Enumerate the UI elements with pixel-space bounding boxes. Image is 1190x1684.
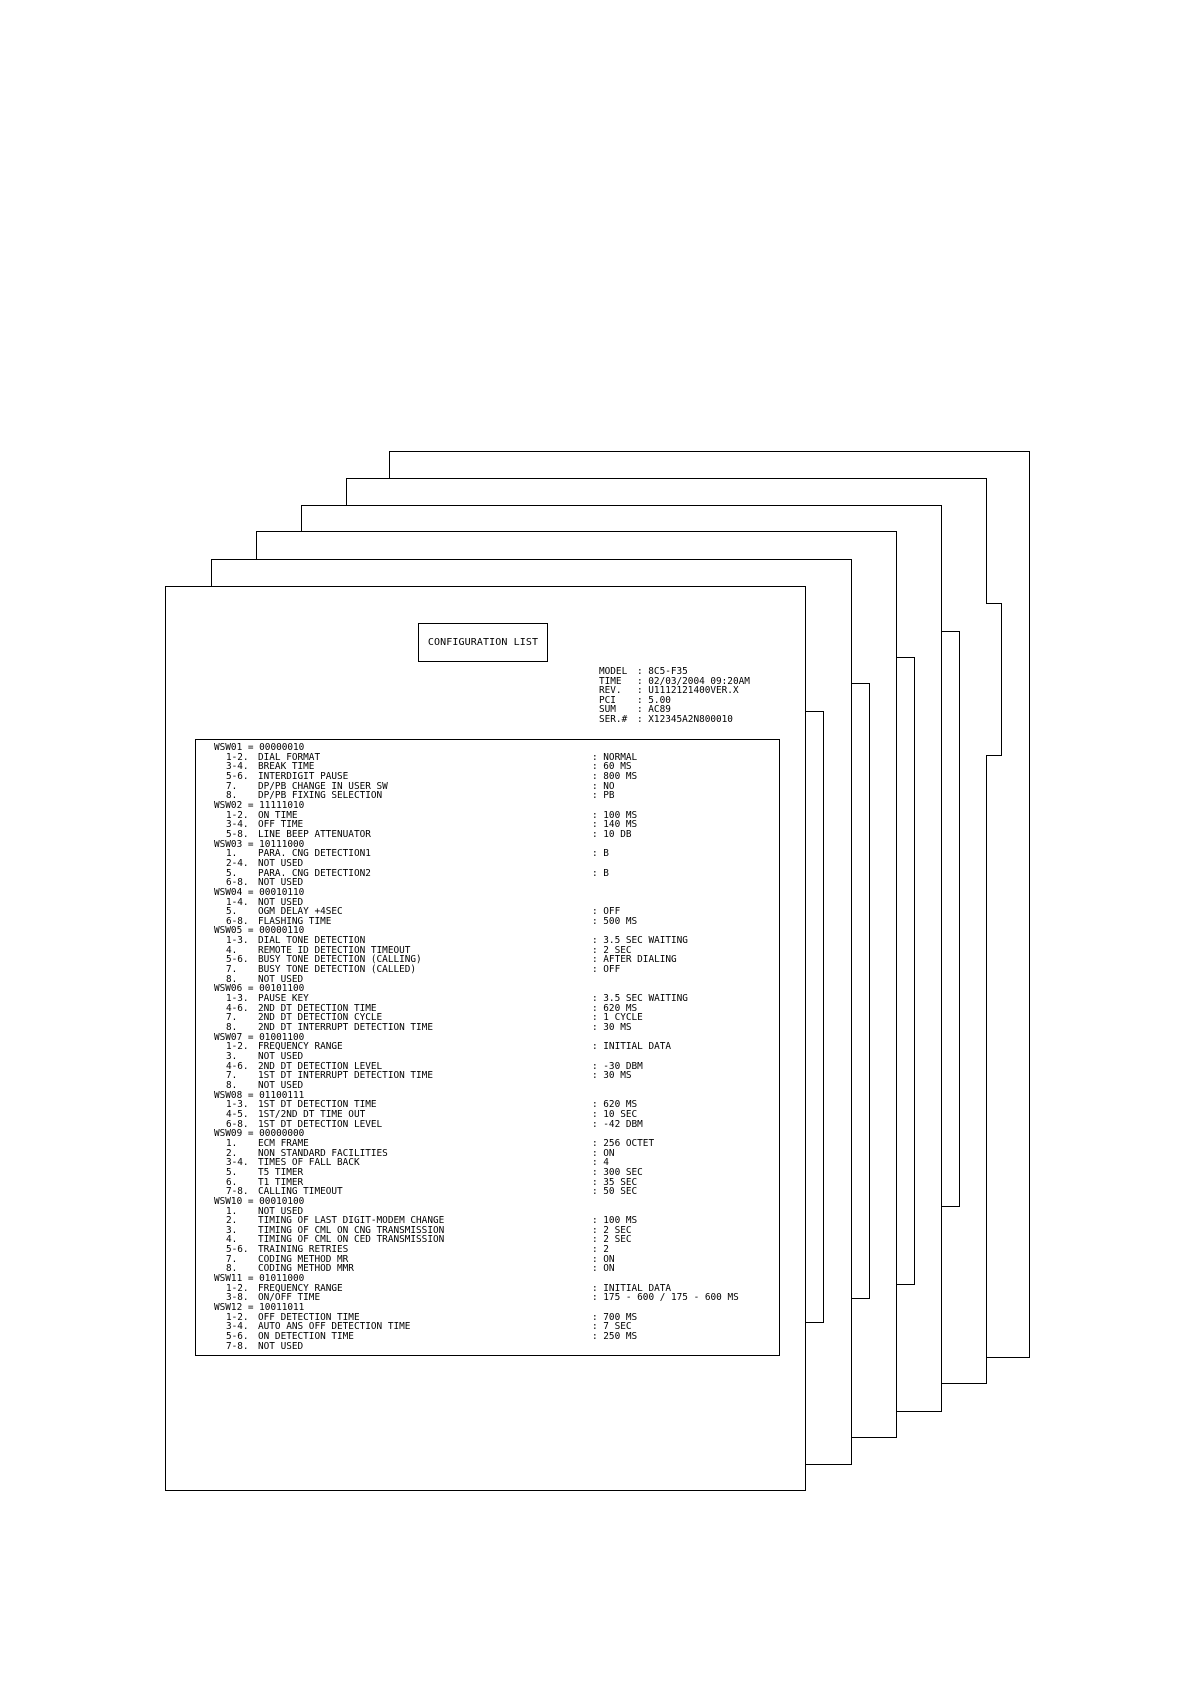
setting-number: 1. — [226, 848, 238, 860]
setting-number: 2. — [226, 1215, 238, 1227]
setting-value: : 35 SEC — [592, 1176, 638, 1188]
setting-name: OFF DETECTION TIME — [258, 1311, 360, 1323]
setting-name: BUSY TONE DETECTION (CALLED) — [258, 964, 417, 976]
setting-name: CALLING TIMEOUT — [258, 1186, 343, 1198]
setting-value: : 3.5 SEC WAITING — [592, 993, 688, 1005]
setting-value: : 4 — [592, 1157, 609, 1169]
setting-name: OFF TIME — [258, 819, 304, 831]
switch-group-label: WSW03 = 10111000 — [214, 838, 305, 850]
setting-name: FLASHING TIME — [258, 915, 332, 927]
setting-value: : 620 MS — [592, 1099, 638, 1111]
setting-name: 1ST DT INTERRUPT DETECTION TIME — [258, 1070, 433, 1082]
setting-name: 2ND DT INTERRUPT DETECTION TIME — [258, 1022, 433, 1034]
setting-name: DIAL FORMAT — [258, 751, 321, 763]
header-value: : U1112121400VER.X — [637, 685, 739, 697]
header-key: SUM — [599, 704, 616, 716]
setting-value: : 3.5 SEC WAITING — [592, 935, 688, 947]
setting-value: : 2 SEC — [592, 1224, 632, 1236]
setting-number: 3-4. — [226, 819, 249, 831]
setting-number: 6-8. — [226, 877, 249, 889]
setting-number: 5. — [226, 1166, 238, 1178]
switch-group-label: WSW01 = 00000010 — [214, 742, 305, 753]
setting-number: 3. — [226, 1224, 238, 1236]
setting-value: : -42 DBM — [592, 1118, 643, 1130]
setting-number: 7-8. — [226, 1186, 249, 1198]
setting-number: 7. — [226, 780, 238, 792]
setting-name: INTERDIGIT PAUSE — [258, 770, 349, 782]
setting-name: LINE BEEP ATTENUATOR — [258, 828, 371, 840]
setting-number: 1-2. — [226, 1311, 249, 1323]
setting-value: : NO — [592, 780, 615, 792]
setting-number: 6. — [226, 1176, 238, 1188]
setting-number: 5. — [226, 867, 238, 879]
setting-name: AUTO ANS OFF DETECTION TIME — [258, 1321, 411, 1333]
header-key: PCI — [599, 694, 616, 706]
switch-group-label: WSW04 = 00010110 — [214, 886, 305, 898]
setting-name: NOT USED — [258, 1079, 304, 1091]
sheet-edge-tab — [897, 657, 915, 1285]
setting-name: FREQUENCY RANGE — [258, 1041, 343, 1053]
setting-name: 2ND DT DETECTION TIME — [258, 1002, 377, 1014]
setting-number: 1-2. — [226, 1282, 249, 1294]
setting-number: 7. — [226, 1253, 238, 1265]
setting-name: ON DETECTION TIME — [258, 1331, 354, 1343]
setting-number: 7. — [226, 1012, 238, 1024]
switch-group-label: WSW11 = 01011000 — [214, 1273, 305, 1285]
setting-name: TIMES OF FALL BACK — [258, 1157, 360, 1169]
switch-group-header — [214, 801, 774, 811]
setting-name: REMOTE ID DETECTION TIMEOUT — [258, 944, 411, 956]
setting-name: TIMING OF LAST DIGIT-MODEM CHANGE — [258, 1215, 445, 1227]
setting-name: 1ST DT DETECTION LEVEL — [258, 1118, 383, 1130]
setting-number: 1-2. — [226, 751, 249, 763]
setting-number: 3-4. — [226, 761, 249, 773]
setting-number: 4-6. — [226, 1002, 249, 1014]
setting-number: 5-6. — [226, 770, 249, 782]
header-value: : 5.00 — [637, 694, 671, 706]
setting-number: 7. — [226, 1070, 238, 1082]
setting-name: 2ND DT DETECTION LEVEL — [258, 1060, 383, 1072]
setting-value: : 10 SEC — [592, 1108, 638, 1120]
sheet-edge-tab — [986, 603, 1002, 756]
setting-value: : 10 DB — [592, 828, 632, 840]
setting-number: 1. — [226, 1137, 238, 1149]
switch-group-label: WSW02 = 11111010 — [214, 799, 305, 811]
setting-value: : 30 MS — [592, 1070, 632, 1082]
setting-number: 8. — [226, 790, 238, 802]
setting-value: : 620 MS — [592, 1002, 638, 1014]
setting-value: : AFTER DIALING — [592, 954, 677, 966]
sheet-edge-tab — [942, 631, 960, 1207]
setting-number: 8. — [226, 1022, 238, 1034]
switch-group-label: WSW07 = 01001100 — [214, 1031, 305, 1043]
setting-value: : ON — [592, 1263, 615, 1275]
header-row — [599, 715, 750, 725]
switch-group-label: WSW05 = 00000110 — [214, 925, 305, 937]
setting-number: 5-6. — [226, 954, 249, 966]
sheet-edge-tab — [852, 683, 870, 1299]
setting-number: 3-8. — [226, 1292, 249, 1304]
setting-name: T1 TIMER — [258, 1176, 304, 1188]
setting-name: DP/PB FIXING SELECTION — [258, 790, 383, 802]
setting-number: 1-3. — [226, 935, 249, 947]
setting-value: : 500 MS — [592, 915, 638, 927]
setting-value: : 30 MS — [592, 1022, 632, 1034]
setting-name: DP/PB CHANGE IN USER SW — [258, 780, 388, 792]
setting-name: BREAK TIME — [258, 761, 315, 773]
setting-name: NOT USED — [258, 877, 304, 889]
setting-value: : OFF — [592, 964, 621, 976]
setting-name: PAUSE KEY — [258, 993, 309, 1005]
setting-value: : NORMAL — [592, 751, 638, 763]
setting-value: : INITIAL DATA — [592, 1282, 672, 1294]
setting-name: NOT USED — [258, 973, 304, 985]
setting-name: 1ST DT DETECTION TIME — [258, 1099, 377, 1111]
configuration-list-title: CONFIGURATION LIST — [418, 623, 548, 662]
setting-number: 5-6. — [226, 1331, 249, 1343]
setting-value: : PB — [592, 790, 615, 802]
setting-value: : 256 OCTET — [592, 1137, 655, 1149]
header-value: : AC89 — [637, 704, 671, 716]
header-value: : 02/03/2004 09:20AM — [637, 675, 750, 687]
setting-number: 7-8. — [226, 1340, 249, 1352]
setting-number: 5-8. — [226, 828, 249, 840]
setting-name: OGM DELAY +4SEC — [258, 906, 343, 918]
setting-name: CODING METHOD MMR — [258, 1263, 354, 1275]
setting-name: ON TIME — [258, 809, 298, 821]
setting-value: : 50 SEC — [592, 1186, 638, 1198]
setting-value: : 60 MS — [592, 761, 632, 773]
setting-value: : ON — [592, 1147, 615, 1159]
setting-number: 3. — [226, 1051, 238, 1062]
setting-name: NON STANDARD FACILITIES — [258, 1147, 388, 1159]
header-row — [599, 696, 750, 706]
setting-name: T5 TIMER — [258, 1166, 304, 1178]
setting-number: 1-3. — [226, 1099, 249, 1111]
setting-number: 2. — [226, 1147, 238, 1159]
switch-group-label: WSW08 = 01100111 — [214, 1089, 305, 1101]
setting-value: : B — [592, 867, 609, 879]
setting-number: 4. — [226, 1234, 238, 1246]
setting-name: 2ND DT DETECTION CYCLE — [258, 1012, 383, 1024]
setting-value: : 2 SEC — [592, 1234, 632, 1246]
setting-number: 8. — [226, 1079, 238, 1091]
setting-number: 6-8. — [226, 1118, 249, 1130]
setting-number: 7. — [226, 964, 238, 976]
setting-number: 4-5. — [226, 1108, 249, 1120]
setting-name: CODING METHOD MR — [258, 1253, 349, 1265]
setting-value: : 1 CYCLE — [592, 1012, 643, 1024]
setting-value: : 250 MS — [592, 1331, 638, 1343]
setting-number: 4. — [226, 944, 238, 956]
setting-name: FREQUENCY RANGE — [258, 1282, 343, 1294]
setting-number: 8. — [226, 973, 238, 985]
report-header — [599, 667, 750, 725]
header-key: TIME — [599, 675, 622, 687]
header-value: : 8C5-F35 — [637, 666, 688, 677]
setting-number: 5. — [226, 906, 238, 918]
setting-name: ON/OFF TIME — [258, 1292, 321, 1304]
setting-number: 6-8. — [226, 915, 249, 927]
setting-value: : B — [592, 848, 609, 860]
setting-number: 1. — [226, 1205, 238, 1217]
sheet-edge-tab — [806, 711, 824, 1323]
setting-value: : 700 MS — [592, 1311, 638, 1323]
setting-value: : 175 - 600 / 175 - 600 MS — [592, 1292, 739, 1304]
setting-number: 1-4. — [226, 896, 249, 908]
setting-name: NOT USED — [258, 1340, 304, 1352]
header-key: REV. — [599, 685, 622, 697]
setting-value: : 2 — [592, 1244, 609, 1256]
setting-value: : ON — [592, 1253, 615, 1265]
switch-group-label: WSW10 = 00010100 — [214, 1195, 305, 1207]
setting-value: : 100 MS — [592, 809, 638, 821]
setting-name: NOT USED — [258, 896, 304, 908]
setting-value: : 100 MS — [592, 1215, 638, 1227]
setting-value: : 300 SEC — [592, 1166, 643, 1178]
setting-value: : 2 SEC — [592, 944, 632, 956]
setting-name: TRAINING RETRIES — [258, 1244, 349, 1256]
switch-group-label: WSW12 = 10011011 — [214, 1302, 305, 1314]
switch-group-label: WSW09 = 00000000 — [214, 1128, 305, 1140]
setting-number: 1-3. — [226, 993, 249, 1005]
setting-name: BUSY TONE DETECTION (CALLING) — [258, 954, 422, 966]
setting-number: 3-4. — [226, 1321, 249, 1333]
setting-name: NOT USED — [258, 1205, 304, 1217]
setting-value: : OFF — [592, 906, 621, 918]
setting-value: : 7 SEC — [592, 1321, 632, 1333]
header-key: MODEL — [599, 666, 628, 677]
setting-name: PARA. CNG DETECTION2 — [258, 867, 371, 879]
setting-name: TIMING OF CML ON CED TRANSMISSION — [258, 1234, 445, 1246]
header-key: SER.# — [599, 713, 628, 725]
setting-name: 1ST/2ND DT TIME OUT — [258, 1108, 366, 1120]
setting-number: 8. — [226, 1263, 238, 1275]
setting-value: : INITIAL DATA — [592, 1041, 672, 1053]
setting-number: 2-4. — [226, 857, 249, 869]
setting-row — [214, 1342, 774, 1352]
setting-value: : 140 MS — [592, 819, 638, 831]
setting-value: : -30 DBM — [592, 1060, 643, 1072]
setting-name: TIMING OF CML ON CNG TRANSMISSION — [258, 1224, 445, 1236]
setting-number: 5-6. — [226, 1244, 249, 1256]
setting-name: NOT USED — [258, 857, 304, 869]
setting-number: 1-2. — [226, 809, 249, 821]
setting-number: 3-4. — [226, 1157, 249, 1169]
setting-number: 1-2. — [226, 1041, 249, 1053]
settings-list — [214, 743, 774, 1351]
setting-value: : 800 MS — [592, 770, 638, 782]
header-value: : X12345A2N800010 — [637, 713, 733, 725]
setting-name: PARA. CNG DETECTION1 — [258, 848, 371, 860]
setting-name: ECM FRAME — [258, 1137, 309, 1149]
setting-name: DIAL TONE DETECTION — [258, 935, 366, 947]
setting-name: NOT USED — [258, 1051, 304, 1062]
setting-number: 4-6. — [226, 1060, 249, 1072]
switch-group-label: WSW06 = 00101100 — [214, 983, 305, 995]
header-row — [599, 686, 750, 696]
